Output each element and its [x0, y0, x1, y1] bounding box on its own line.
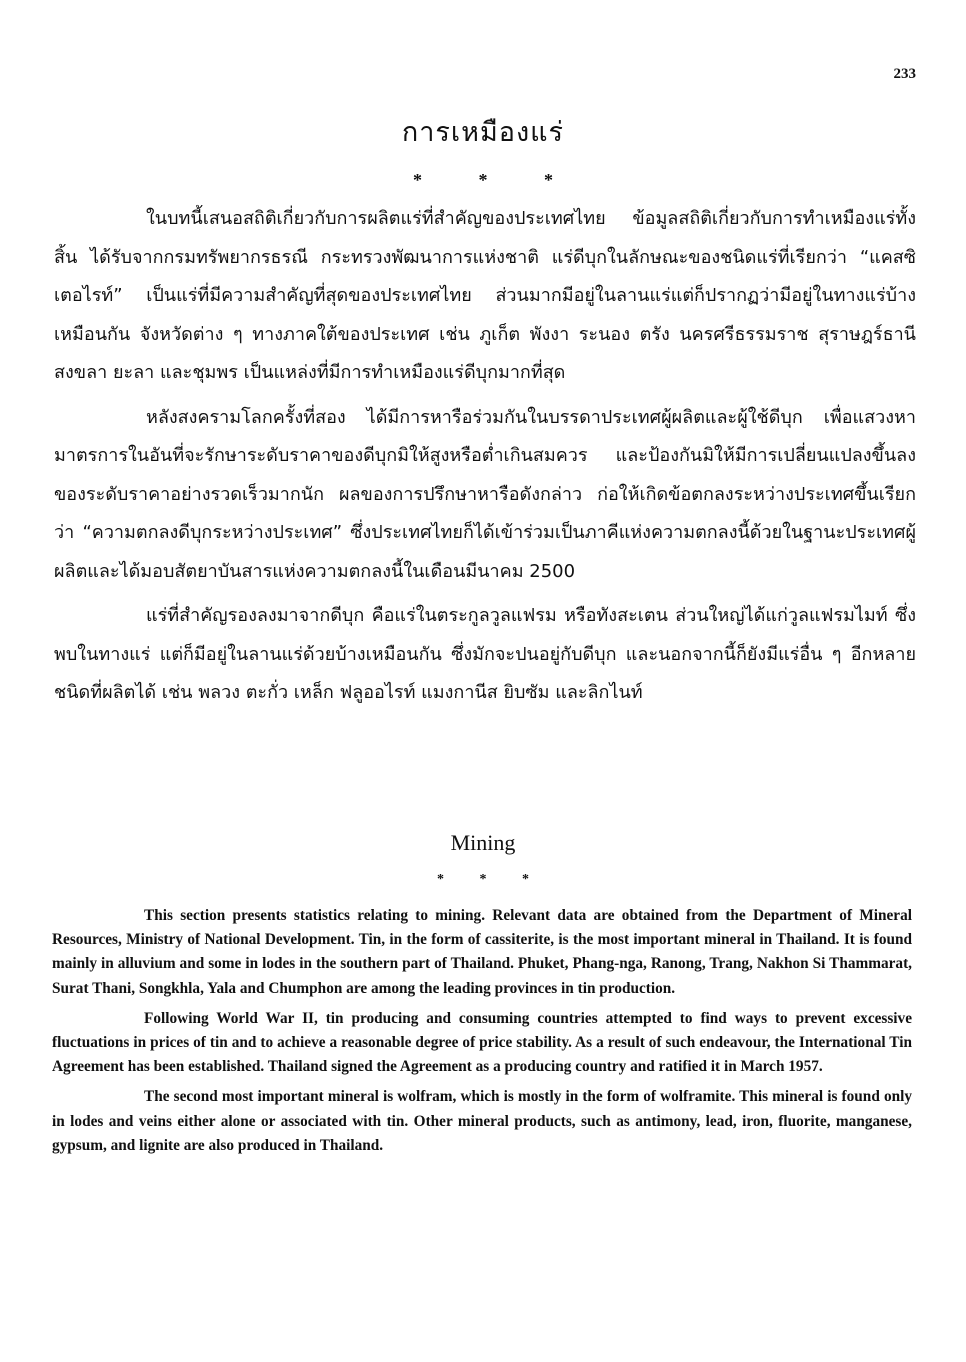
- thai-paragraph: แร่ที่สำคัญรองลงมาจากดีบุก คือแร่ในตระกูลวูลแฟรม หรือทังสะเตน ส่วนใหญ่ได้แก่วูลแฟรมไมท์ ซึ่งพบในทางแร่ แต่ก็มีอยู่ในลานแร่ด้วยบ้างเหมือนกัน ซึ่งมักจะปนอยู่กับดีบุก และนอกจากนี้ก็ยังมีแร่อื่น ๆ อีกหลายชนิดที่ผลิตได้ เช่น พลวง ตะกั่ว เหล็ก ฟลูออไรท์ แมงกานีส ยิบซัม และลิกไนท์: [54, 605, 916, 703]
- english-paragraph: This section presents statistics relating to mining. Relevant data are obtained from the Department of Mineral Resources, Ministry of National Development. Tin, in the form of cassiterite, is the most important mineral in Thailand. It is found mainly in alluvium and some in lodes in the southern part of Thailand. Phuket, Phang-nga, Ranong, Trang, Nakhon Si Thammarat, Surat Thani, Songkhla, Yala and Chumphon are among the leading provinces in tin production.: [52, 907, 912, 997]
- thai-divider: * * *: [413, 170, 579, 190]
- english-body: [52, 904, 912, 1164]
- english-paragraph: Following World War II, tin producing and consuming countries attempted to find ways to prevent excessive fluctuations in prices of tin and to achieve a reasonable degree of price stability. As a result of such endeavour, the International Tin Agreement has been established. Thailand signed the Agreement as a producing country and ratified it in March 1957.: [52, 1009, 912, 1076]
- english-paragraph: The second most important mineral is wolfram, which is mostly in the form of wolframite. This mineral is found only in lodes and veins either alone or associated with tin. Other mineral products, such as antimony, lead, iron, fluorite, manganese, gypsum, and lignite are also produced in Thailand.: [52, 1088, 912, 1154]
- english-divider: * * *: [437, 872, 545, 887]
- thai-paragraph: หลังสงครามโลกครั้งที่สอง ได้มีการหารือร่วมกันในบรรดาประเทศผู้ผลิตและผู้ใช้ดีบุก เพื่อแสวงหามาตรการในอันที่จะรักษาระดับราคาของดีบุกมิให้สูงหรือต่ำเกินสมควร และป้องกันมิให้มีการเปลี่ยนแปลงขึ้นลงของระดับราคาอย่างรวดเร็วมากนัก ผลของการปรึกษาหารือดังกล่าว ก่อให้เกิดข้อตกลงระหว่างประเทศขึ้นเรียกว่า “ความตกลงดีบุกระหว่างประเทศ” ซึ่งประเทศไทยก็ได้เข้าร่วมเป็นภาคีแห่งความตกลงนี้ด้วยในฐานะประเทศผู้ผลิตและได้มอบสัตยาบันสารแห่งความตกลงนี้ในเดือนมีนาคม 2500: [54, 406, 916, 582]
- page-number: 233: [893, 66, 916, 82]
- thai-paragraph: ในบทนี้เสนอสถิติเกี่ยวกับการผลิตแร่ที่สำคัญของประเทศไทย ข้อมูลสถิติเกี่ยวกับการทำเหมืองแร่ทั้งสิ้น ได้รับจากกรมทรัพยากรธรณี กระทรวงพัฒนาการแห่งชาติ แร่ดีบุกในลักษณะของชนิดแร่ที่เรียกว่า “แคสซิเตอไรท์” เป็นแร่ที่มีความสำคัญที่สุดของประเทศไทย ส่วนมากมีอยู่ในลานแร่แต่ก็ปรากฏว่ามีอยู่ในทางแร่บ้างเหมือนกัน จังหวัดต่าง ๆ ทางภาคใต้ของประเทศ เช่น ภูเก็ต พังงา ระนอง ตรัง นครศรีธรรมราช สุราษฎร์ธานี สงขลา ยะลา และชุมพร เป็นแหล่งที่มีการทำเหมืองแร่ดีบุกมากที่สุด: [54, 208, 916, 383]
- thai-body: [54, 200, 916, 719]
- thai-section-title: การเหมืองแร่: [401, 117, 565, 148]
- english-section-title: Mining: [450, 830, 516, 855]
